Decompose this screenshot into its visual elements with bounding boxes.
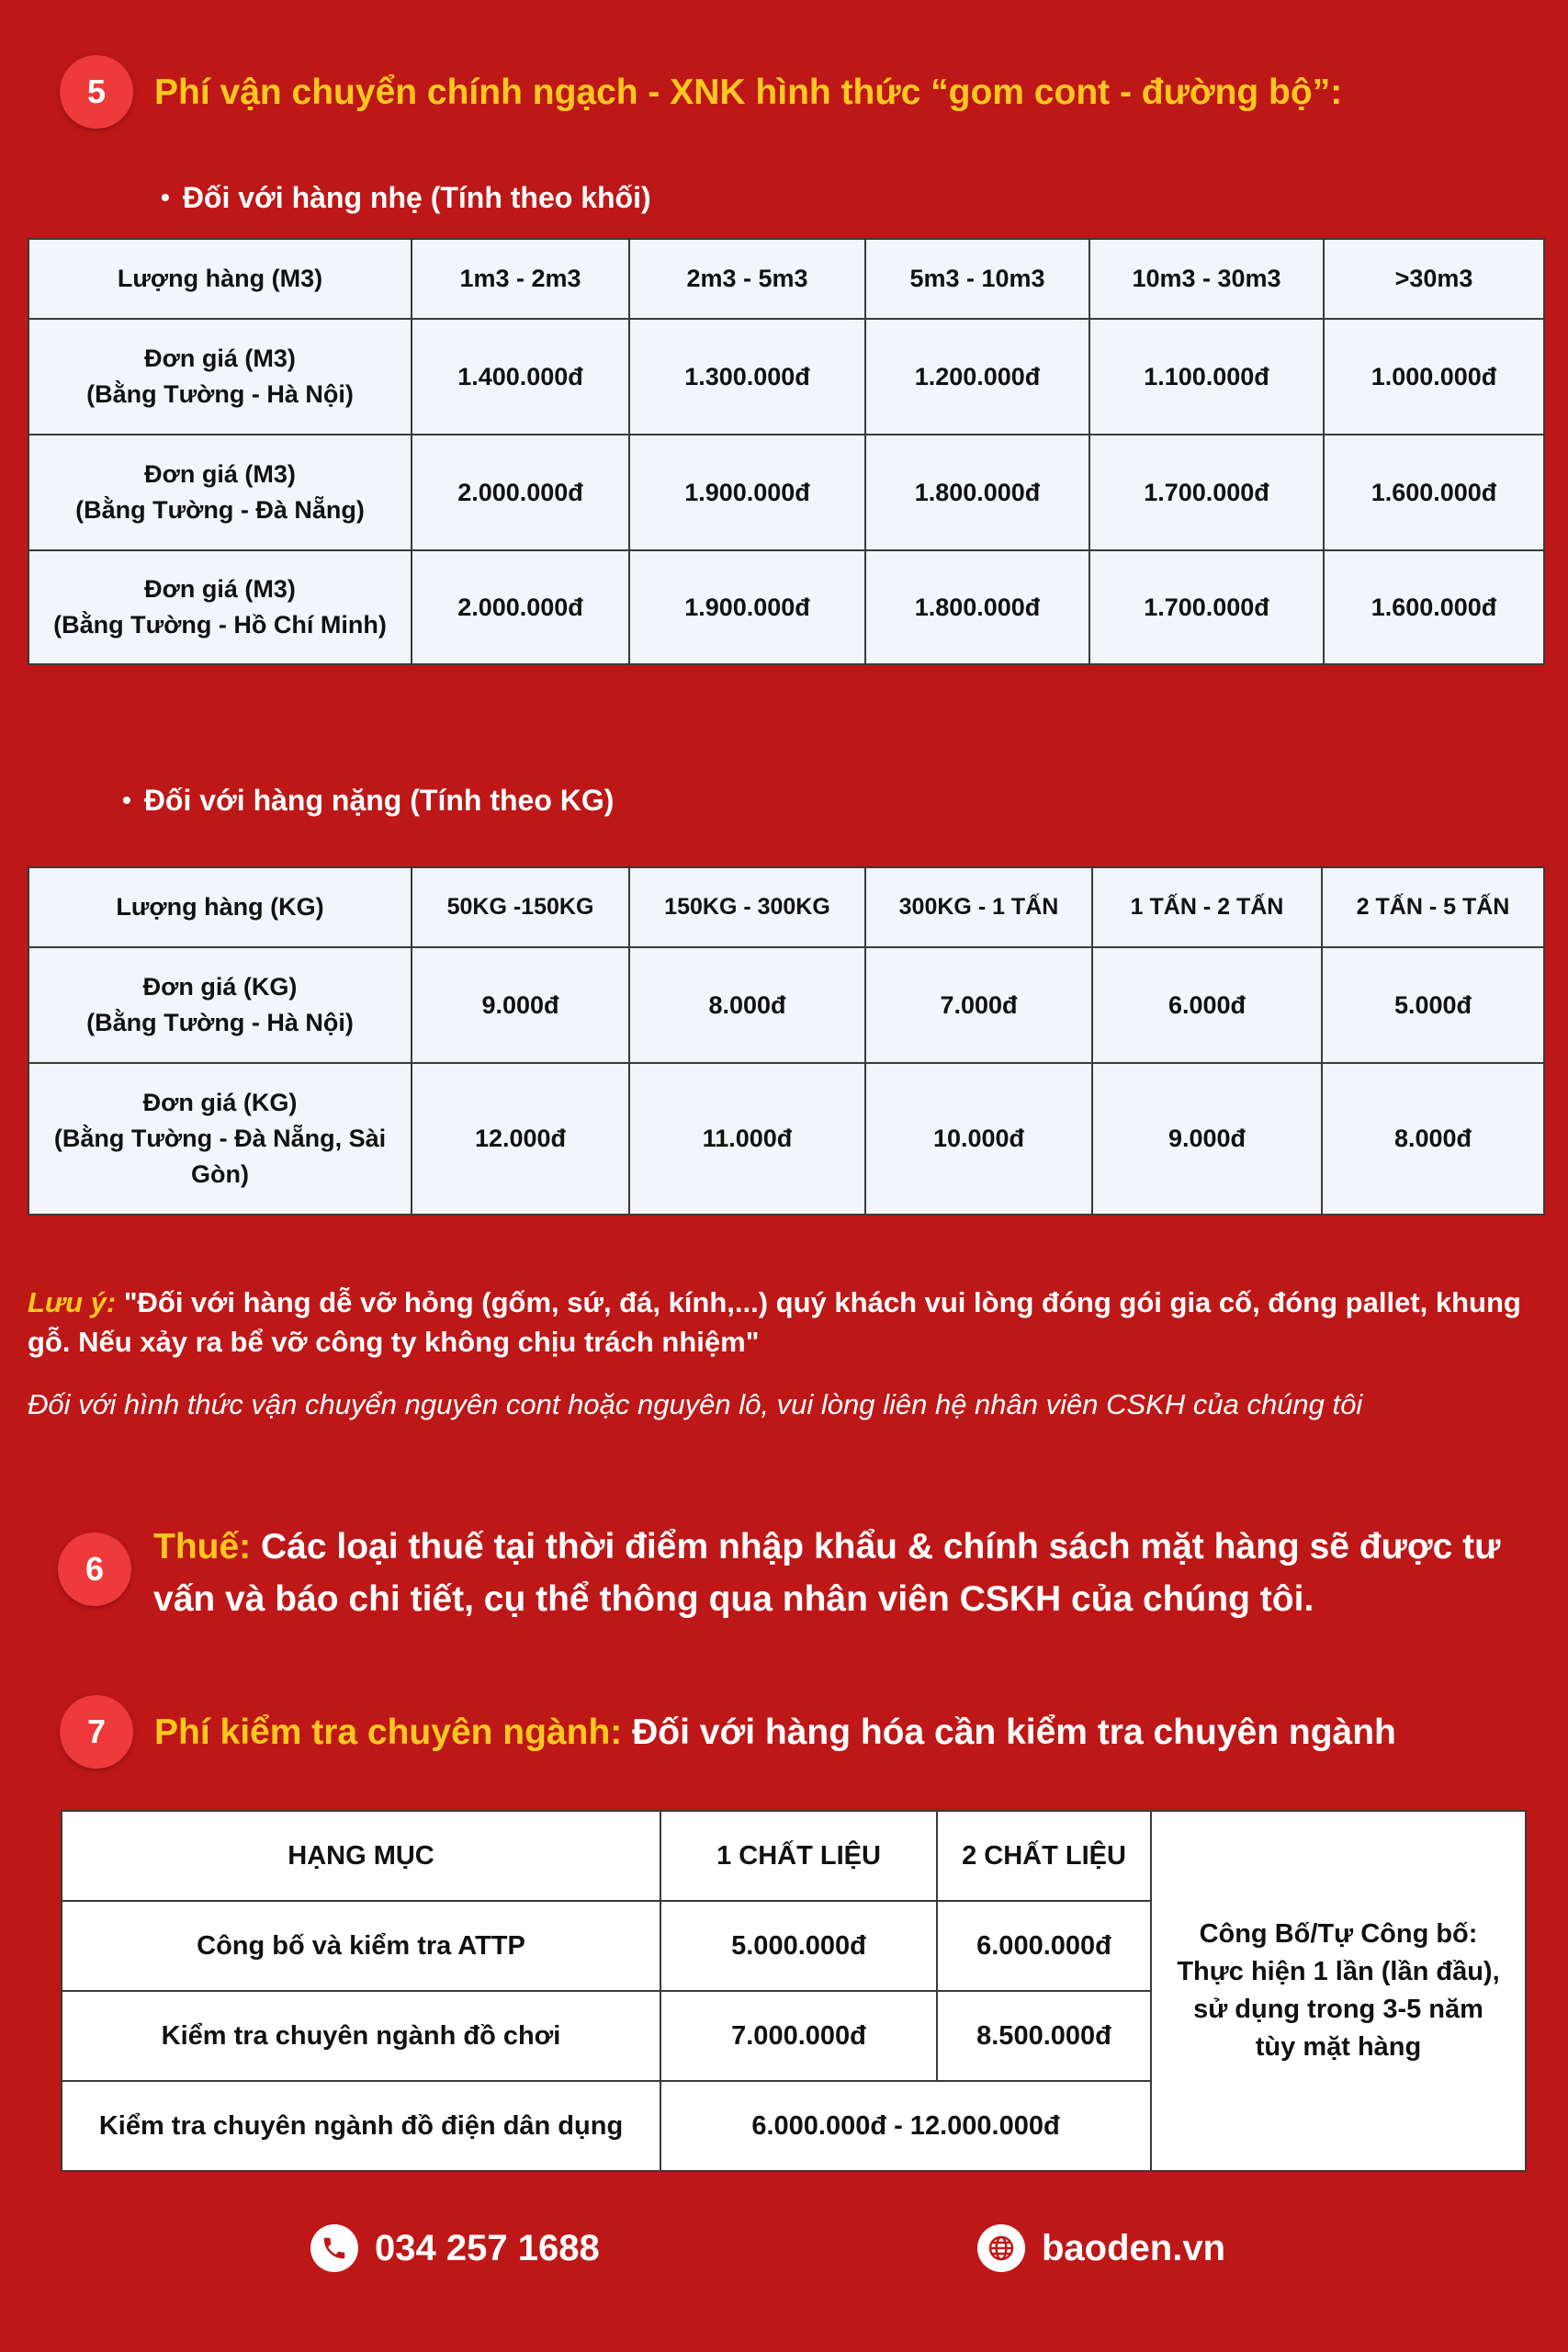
light-header-cell: Lượng hàng (M3) — [28, 239, 412, 319]
price-cell: 1.700.000đ — [1089, 435, 1324, 550]
price-cell: 1.000.000đ — [1324, 319, 1544, 435]
section-7-title — [154, 1706, 1396, 1758]
inspection-price-range: 6.000.000đ - 12.000.000đ — [660, 2081, 1151, 2171]
inspection-header-row — [62, 1811, 1526, 1901]
price-cell: 9.000đ — [412, 947, 629, 1063]
phone-contact[interactable] — [310, 2224, 600, 2272]
row-label: Đơn giá (M3) (Bằng Tường - Hà Nội) — [28, 319, 412, 435]
price-cell: 1.800.000đ — [865, 435, 1089, 550]
heavy-header-cell: 300KG - 1 TẤN — [865, 867, 1092, 947]
price-cell: 5.000đ — [1322, 947, 1544, 1063]
price-cell: 1.700.000đ — [1089, 550, 1324, 664]
inspection-fee-table — [61, 1810, 1527, 2172]
inspection-price: 5.000.000đ — [660, 1901, 937, 1991]
heavy-table-header-row — [28, 867, 1544, 947]
price-cell: 10.000đ — [865, 1063, 1092, 1215]
inspection-item: Kiểm tra chuyên ngành đồ chơi — [62, 1991, 660, 2081]
light-table-row — [28, 319, 1544, 435]
inspection-price: 6.000.000đ — [937, 1901, 1151, 1991]
row-label: Đơn giá (M3) (Bằng Tường - Hồ Chí Minh) — [28, 550, 412, 664]
heavy-header-cell: 1 TẤN - 2 TẤN — [1092, 867, 1322, 947]
heavy-goods-bullet — [122, 784, 614, 818]
website-url: baoden.vn — [1042, 2227, 1226, 2268]
light-table-header-row — [28, 239, 1544, 319]
price-cell: 1.100.000đ — [1089, 319, 1324, 435]
heavy-header-cell: 150KG - 300KG — [629, 867, 865, 947]
note-label: Lưu ý: — [28, 1286, 117, 1318]
tax-label: Thuế: — [153, 1527, 252, 1566]
section-6-badge: 6 — [58, 1532, 131, 1606]
section-5-title: Phí vận chuyển chính ngạch - XNK hình thức “gom cont - đường bộ”: — [154, 73, 1343, 112]
heavy-table-row — [28, 947, 1544, 1063]
price-cell: 1.600.000đ — [1324, 550, 1544, 664]
note-text: "Đối với hàng dễ vỡ hỏng (gốm, sứ, đá, kính,...) quý khách vui lòng đóng gói gia cố, đóng pallet, khung gỗ. Nếu xảy ra bể vỡ công ty không chịu trách nhiệm" — [28, 1286, 1521, 1358]
light-header-cell: 2m3 - 5m3 — [629, 239, 865, 319]
inspection-label: Phí kiểm tra chuyên ngành: — [154, 1713, 623, 1752]
inspection-header-cell: 2 CHẤT LIỆU — [937, 1811, 1151, 1901]
light-goods-table — [28, 238, 1545, 665]
price-cell: 12.000đ — [412, 1063, 629, 1215]
light-header-cell: 1m3 - 2m3 — [412, 239, 629, 319]
full-container-note: Đối với hình thức vận chuyển nguyên cont hoặc nguyên lô, vui lòng liên hệ nhân viên CSKH của chúng tôi — [28, 1388, 1363, 1420]
price-cell: 2.000.000đ — [412, 435, 629, 550]
price-cell: 11.000đ — [629, 1063, 865, 1215]
price-cell: 1.400.000đ — [412, 319, 629, 435]
section-6-text — [153, 1521, 1540, 1625]
price-cell: 1.200.000đ — [865, 319, 1089, 435]
row-label: Đơn giá (KG) (Bằng Tường - Đà Nẵng, Sài Gòn) — [28, 1063, 412, 1215]
price-cell: 1.600.000đ — [1324, 435, 1544, 550]
light-header-cell: 10m3 - 30m3 — [1089, 239, 1324, 319]
globe-icon — [977, 2224, 1025, 2272]
heavy-table-row — [28, 1063, 1544, 1215]
light-table-row — [28, 550, 1544, 664]
inspection-price: 8.500.000đ — [937, 1991, 1151, 2081]
heavy-header-cell: 2 TẤN - 5 TẤN — [1322, 867, 1544, 947]
light-goods-bullet — [161, 181, 651, 215]
fragile-note — [28, 1283, 1534, 1362]
row-label: Đơn giá (KG) (Bằng Tường - Hà Nội) — [28, 947, 412, 1063]
heavy-header-cell: 50KG -150KG — [412, 867, 629, 947]
inspection-text: Đối với hàng hóa cần kiểm tra chuyên ngành — [632, 1713, 1396, 1752]
phone-number: 034 257 1688 — [375, 2227, 600, 2268]
inspection-price: 7.000.000đ — [660, 1991, 937, 2081]
light-goods-bullet-text: Đối với hàng nhẹ (Tính theo khối) — [182, 181, 651, 214]
tax-text: Các loại thuế tại thời điểm nhập khẩu & chính sách mặt hàng sẽ được tư vấn và báo chi tiết, cụ thể thông qua nhân viên CSKH của chúng tôi. — [153, 1527, 1501, 1619]
phone-icon — [310, 2224, 358, 2272]
inspection-header-cell: HẠNG MỤC — [62, 1811, 660, 1901]
section-5-badge: 5 — [60, 55, 133, 129]
price-cell: 8.000đ — [629, 947, 865, 1063]
website-link[interactable] — [977, 2224, 1225, 2272]
price-cell: 7.000đ — [865, 947, 1092, 1063]
inspection-side-note: Công Bố/Tự Công bố: Thực hiện 1 lần (lần đầu), sử dụng trong 3-5 năm tùy mặt hàng — [1151, 1811, 1526, 2171]
price-cell: 9.000đ — [1092, 1063, 1322, 1215]
light-table-row — [28, 435, 1544, 550]
inspection-item: Công bố và kiểm tra ATTP — [62, 1901, 660, 1991]
price-cell: 1.900.000đ — [629, 550, 865, 664]
price-cell: 2.000.000đ — [412, 550, 629, 664]
row-label: Đơn giá (M3) (Bằng Tường - Đà Nẵng) — [28, 435, 412, 550]
heavy-goods-table — [28, 866, 1545, 1216]
light-header-cell: 5m3 - 10m3 — [865, 239, 1089, 319]
price-cell: 8.000đ — [1322, 1063, 1544, 1215]
light-header-cell: >30m3 — [1324, 239, 1544, 319]
price-cell: 1.900.000đ — [629, 435, 865, 550]
price-cell: 6.000đ — [1092, 947, 1322, 1063]
heavy-header-cell: Lượng hàng (KG) — [28, 867, 412, 947]
price-cell: 1.300.000đ — [629, 319, 865, 435]
section-7-badge: 7 — [60, 1695, 133, 1769]
inspection-header-cell: 1 CHẤT LIỆU — [660, 1811, 937, 1901]
heavy-goods-bullet-text: Đối với hàng nặng (Tính theo KG) — [143, 784, 615, 817]
price-cell: 1.800.000đ — [865, 550, 1089, 664]
inspection-item: Kiểm tra chuyên ngành đồ điện dân dụng — [62, 2081, 660, 2171]
